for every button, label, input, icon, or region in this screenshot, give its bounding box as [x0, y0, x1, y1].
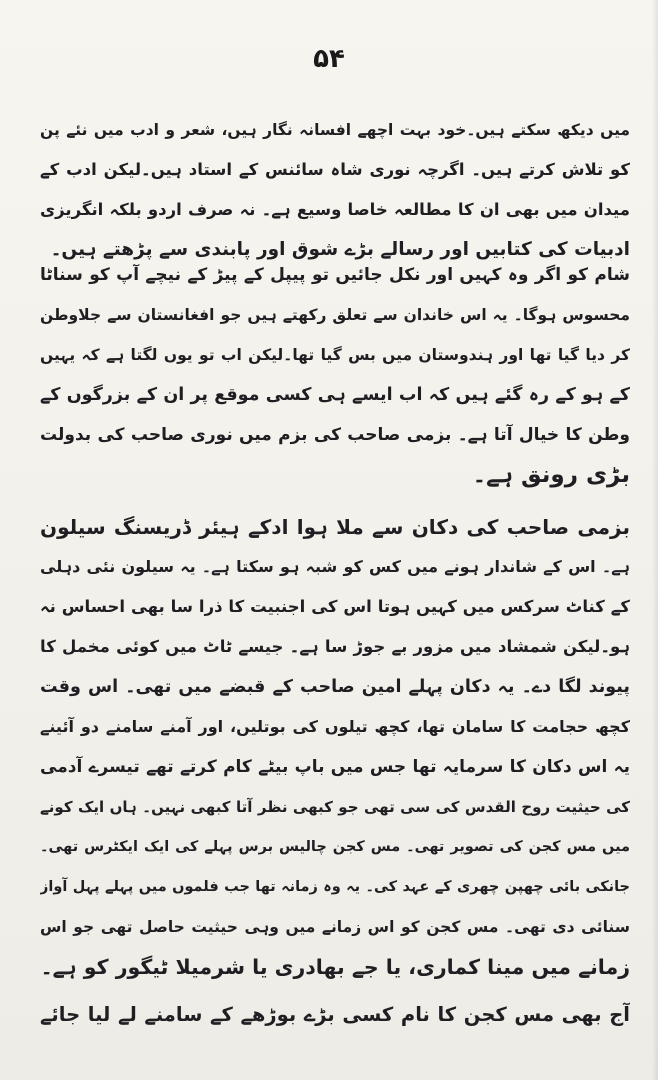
paragraph-4: [40, 995, 630, 1035]
page-number: ۵۴: [313, 44, 345, 74]
paragraph-3: [40, 507, 630, 987]
text-line: ہے۔ اس کے شاندار ہونے میں کس کو شبہ ہو سکتا ہے۔ یہ سیلون نئی دہلی: [40, 557, 630, 576]
text-line: شام کو اگر وہ کہیں اور نکل جائیں تو پیپل کے پیڑ کے نیچے آپ کو سناٹا: [40, 265, 630, 285]
page-edge-shadow: [652, 0, 658, 1080]
text-line: ادبیات کی کتابیں اور رسالے بڑے شوق اور پابندی سے پڑھتے ہیں۔: [50, 239, 630, 260]
text-line: کر دیا گیا تھا اور ہندوستان میں بس گیا تھا۔لیکن اب تو یوں لگتا ہے کہ یہیں: [40, 346, 630, 364]
paragraph-2: [40, 255, 630, 495]
text-line: محسوس ہوگا۔ یہ اس خاندان سے تعلق رکھتے ہیں جو افغانستان سے جلاوطن: [40, 306, 630, 324]
text-line: پیوند لگا دے۔ یہ دکان پہلے امین صاحب کے قبضے میں تھی۔ اس وقت: [40, 677, 630, 697]
paragraph-1: [40, 110, 630, 270]
text-line: کے کناٹ سرکس میں کہیں ہوتا اس کی اجنبیت کا ذرا سا بھی احساس نہ: [40, 597, 630, 616]
text-line: یہ اس دکان کا سرمایہ تھا جس میں باپ بیٹے کام کرتے تھے تیسرے آدمی: [40, 757, 630, 777]
text-line: میں مس کجن کی تصویر تھی۔ مس کجن چالیس برس پہلے کی ایک ایکٹرس تھی۔: [40, 839, 630, 855]
text-line: آج بھی مس کجن کا نام کسی بڑے بوڑھے کے سامنے لے لیا جائے: [40, 1003, 630, 1026]
text-line: سنائی دی تھی۔ مس کجن کو اس زمانے میں وہی حیثیت حاصل تھی جو اس: [40, 918, 630, 936]
text-line: بزمی صاحب کی دکان سے ملا ہوا ادکے ہیئر ڈریسنگ سیلون: [40, 515, 630, 539]
text-line: کو تلاش کرتے ہیں۔ اگرچہ نوری شاہ سائنس کے استاد ہیں۔لیکن ادب کے: [40, 160, 630, 179]
text-line: میں دیکھ سکتے ہیں۔خود بہت اچھے افسانہ نگار ہیں، شعر و ادب میں نئے پن: [40, 121, 630, 139]
text-line: میدان میں بھی ان کا مطالعہ خاصا وسیع ہے۔ نہ صرف اردو بلکہ انگریزی: [40, 200, 630, 219]
text-line: کے ہو کے رہ گئے ہیں کہ اب ایسے ہی کسی موقع پر ان کے بزرگوں کے: [40, 385, 630, 405]
text-line: وطن کا خیال آتا ہے۔ بزمی صاحب کی بزم میں نوری صاحب کی بدولت: [40, 425, 630, 445]
text-line: کچھ حجامت کا سامان تھا، کچھ تیلوں کی بوتلیں، اور آمنے سامنے دو آئینے: [40, 717, 630, 736]
text-line: کی حیثیت روح القدس کی سی تھی جو کبھی نظر آتا کبھی نہیں۔ ہاں ایک کونے: [40, 798, 630, 816]
text-line: بڑی رونق ہے۔: [472, 462, 630, 488]
text-line: زمانے میں مینا کماری، یا جے بھادری یا شرمیلا ٹیگور کو ہے۔: [40, 955, 630, 979]
text-line: جانکی بائی چھپن چھری کے عہد کی۔ یہ وہ زمانہ تھا جب فلموں میں پہلے پہل آواز: [40, 879, 630, 895]
text-line: ہو۔لیکن شمشاد میں مزور بے جوڑ سا ہے۔ جیسے ٹاٹ میں کوئی مخمل کا: [40, 637, 630, 656]
